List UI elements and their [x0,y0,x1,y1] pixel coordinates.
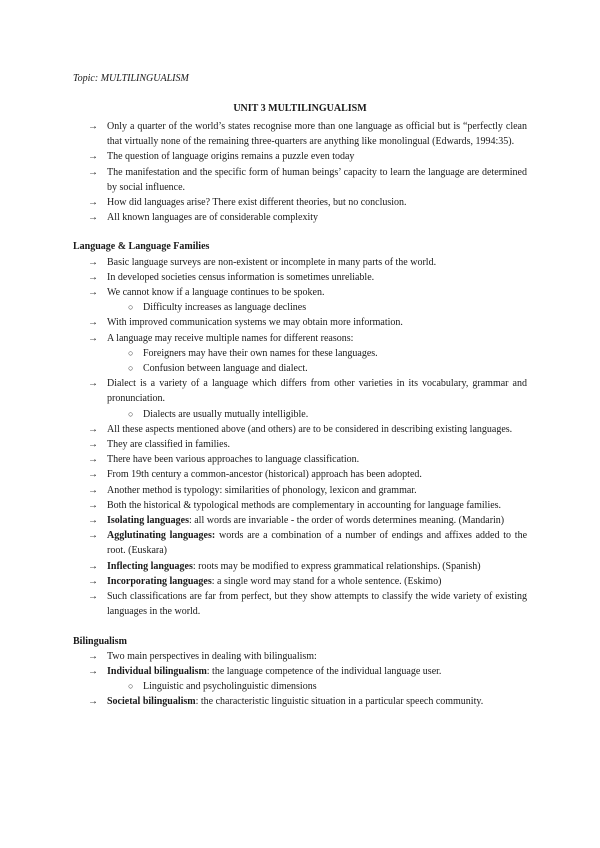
sub-bullet-text: Foreigners may have their own names for these languages. [143,347,378,359]
bullet-text: Dialect is a variety of a language which differs from other varieties in its vocabulary, grammar and pronunciation. [107,378,527,405]
topic-label: Topic: MULTILINGUALISM [73,73,189,84]
arrow-bullet-icon: → [88,197,98,209]
bullet-item [0,165,600,195]
sub-bullet-item [0,300,600,315]
bullet-text: The manifestation and the specific form of human beings’ capacity to learn the language are determined by social influence. [107,166,527,193]
bullet-text: All these aspects mentioned above (and others) are to be considered in describing existing languages. [107,423,513,435]
bullet-text: The question of language origins remains a puzzle even today [107,151,355,163]
bullet-text: Only a quarter of the world’s states recognise more than one language as official but is “perfectly clean that virtually none of the remaining three-quarters are anything like monolingual (Edwards, 1994:35). [107,121,527,148]
bullet-item [0,270,600,285]
bullet-item [0,285,600,300]
bullet-item [0,331,600,346]
bullet-item [0,574,600,589]
arrow-bullet-icon: → [88,484,98,496]
bullet-text: In developed societies census information is sometimes unreliable. [107,271,375,283]
arrow-bullet-icon: → [88,287,98,299]
bullet-text: : the characteristic linguistic situation in a particular speech community. [195,696,484,708]
bullet-item [0,255,600,270]
arrow-bullet-icon: → [88,166,98,178]
bullet-item [0,559,600,574]
arrow-bullet-icon: → [88,212,98,224]
arrow-bullet-icon: → [88,423,98,435]
circle-bullet-icon: ○ [128,347,134,358]
sub-bullet-text: Dialects are usually mutually intelligible. [143,408,309,420]
circle-bullet-icon: ○ [128,408,134,419]
bullet-item [0,528,600,558]
families-list [0,255,600,620]
bullet-text: A language may receive multiple names for different reasons: [107,332,354,344]
bilingualism-list [0,649,600,710]
arrow-bullet-icon: → [88,591,98,603]
document-body [0,119,600,710]
bullet-text: words are a combination of a number of endings and affixes added to the root. (Euskara) [107,530,528,557]
sub-bullet-text: Linguistic and psycholinguistic dimensions [143,681,317,693]
arrow-bullet-icon: → [88,151,98,163]
term-label: Individual bilingualism [107,665,207,677]
sub-bullet-item [0,346,600,361]
arrow-bullet-icon: → [88,575,98,587]
bullet-text: From 19th century a common-ancestor (historical) approach has been adopted. [107,469,422,481]
arrow-bullet-icon: → [88,256,98,268]
arrow-bullet-icon: → [88,650,98,662]
arrow-bullet-icon: → [88,665,98,677]
bullet-item [0,498,600,513]
intro-list [0,119,600,225]
bullet-item [0,664,600,679]
bullet-text: : the language competence of the individual language user. [206,665,442,677]
bullet-text: Basic language surveys are non-existent or incomplete in many parts of the world. [107,256,437,268]
arrow-bullet-icon: → [88,121,98,132]
bullet-item [0,513,600,528]
page-title: UNIT 3 MULTILINGUALISM [233,103,367,114]
circle-bullet-icon: ○ [128,681,134,692]
bullet-item [0,437,600,452]
bullet-text: How did languages arise? There exist different theories, but no conclusion. [107,197,407,209]
arrow-bullet-icon: → [88,378,98,390]
section-heading-families: Language & Language Families [73,241,210,253]
bullet-item [0,376,600,406]
sub-bullet-item [0,407,600,422]
circle-bullet-icon: ○ [128,302,134,313]
arrow-bullet-icon: → [88,515,98,527]
arrow-bullet-icon: → [88,332,98,344]
bullet-text: Another method is typology: similarities of phonology, lexicon and grammar. [107,484,417,496]
bullet-text: All known languages are of considerable complexity [107,212,319,224]
bullet-item [0,467,600,482]
bullet-text: : a single word may stand for a whole sentence. (Eskimo) [211,575,442,587]
bullet-text: Two main perspectives in dealing with bilingualism: [107,650,317,662]
sub-bullet-text: Difficulty increases as language declines [143,302,307,314]
arrow-bullet-icon: → [88,469,98,481]
bullet-text: : all words are invariable - the order of words determines meaning. (Mandarin) [188,515,505,527]
bullet-text: Both the historical & typological methods are complementary in accounting for language families. [107,499,502,511]
term-label: Incorporating languages [107,575,212,587]
bullet-text: Such classifications are far from perfect, but they show attempts to classify the wide variety of existing languages in the world. [107,591,527,618]
term-label: Societal bilingualism [107,696,196,708]
sub-bullet-item [0,361,600,376]
bullet-item [0,694,600,709]
arrow-bullet-icon: → [88,454,98,466]
bullet-item [0,649,600,664]
arrow-bullet-icon: → [88,271,98,283]
bullet-text: : roots may be modified to express grammatical relationships. (Spanish) [192,560,481,572]
term-label: Inflecting languages [107,560,193,572]
bullet-text: With improved communication systems we may obtain more information. [107,317,403,329]
bullet-text: We cannot know if a language continues to be spoken. [107,287,325,299]
circle-bullet-icon: ○ [128,363,134,374]
bullet-item [0,195,600,210]
arrow-bullet-icon: → [88,439,98,451]
term-label: Isolating languages [107,515,189,527]
term-label: Agglutinating languages: [107,530,216,542]
bullet-item [0,210,600,225]
bullet-text: There have been various approaches to language classification. [107,454,360,466]
arrow-bullet-icon: → [88,499,98,511]
bullet-item [0,589,600,619]
sub-bullet-text: Confusion between language and dialect. [143,363,308,375]
sub-bullet-item [0,679,600,694]
arrow-bullet-icon: → [88,317,98,329]
arrow-bullet-icon: → [88,560,98,572]
bullet-text: They are classified in families. [107,439,231,451]
bullet-item [0,315,600,330]
section-heading-bilingualism: Bilingualism [73,635,127,647]
bullet-item [0,149,600,164]
bullet-item [0,119,600,149]
bullet-item [0,422,600,437]
arrow-bullet-icon: → [88,696,98,708]
bullet-item [0,483,600,498]
arrow-bullet-icon: → [88,530,98,542]
bullet-item [0,452,600,467]
